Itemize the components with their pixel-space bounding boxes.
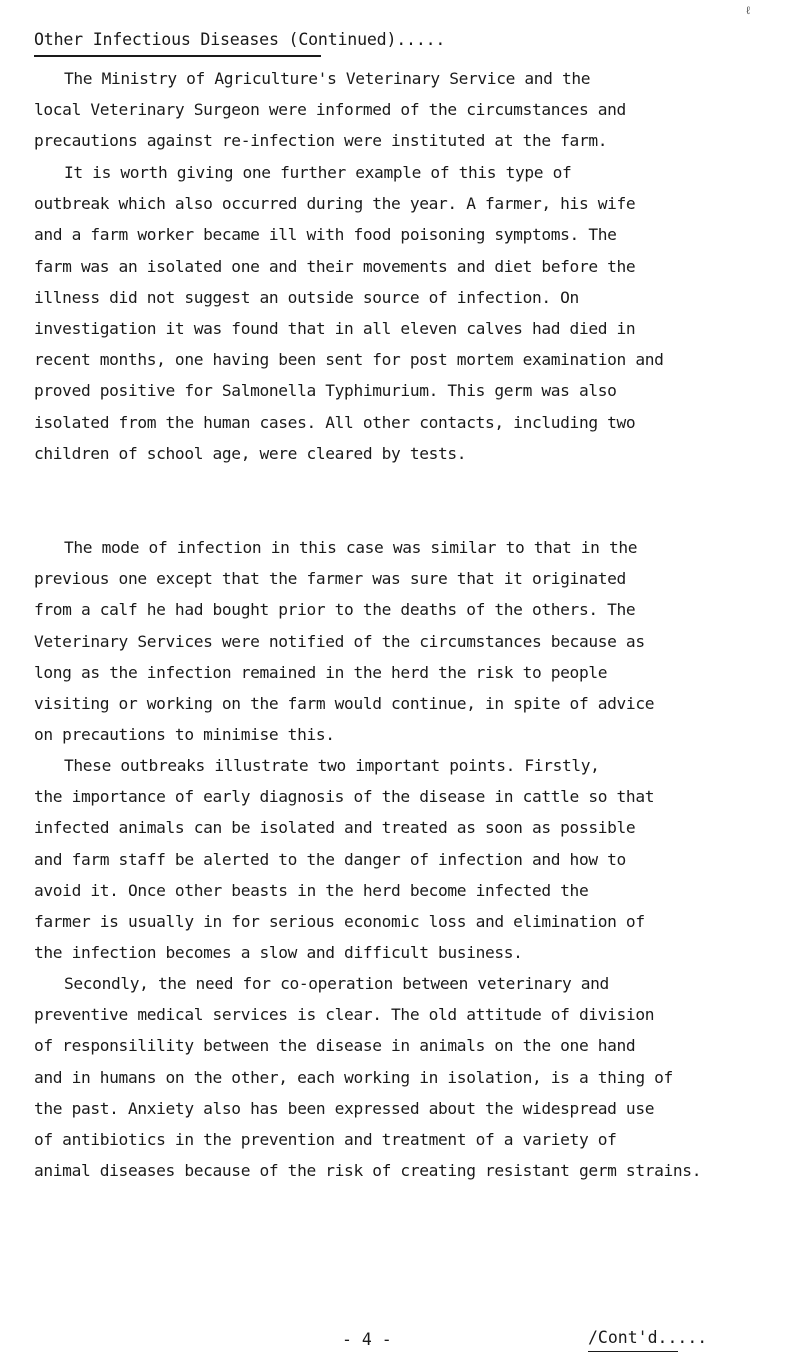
text-line: The Ministry of Agriculture's Veterinary Service and the	[64, 69, 591, 88]
text-line: previous one except that the farmer was sure that it originated	[34, 569, 626, 589]
heading-underline	[34, 55, 321, 57]
text-line: precautions against re-infection were instituted at the farm.	[34, 131, 608, 151]
continued-underline	[588, 1351, 678, 1352]
text-line: preventive medical services is clear. The old attitude of division	[34, 1005, 655, 1025]
text-line: and in humans on the other, each working in isolation, is a thing of	[34, 1067, 673, 1087]
continued-marker: /Cont'd.....	[588, 1328, 708, 1347]
text-line: These outbreaks illustrate two important points. Firstly,	[64, 756, 600, 775]
text-line: outbreak which also occurred during the year. A farmer, his wife	[34, 194, 636, 214]
text-line: farmer is usually in for serious economic loss and elimination of	[34, 911, 645, 931]
text-line: the infection becomes a slow and difficult business.	[34, 943, 523, 963]
text-line: Veterinary Services were notified of the circumstances because as	[34, 631, 645, 651]
text-line: on precautions to minimise this.	[34, 725, 335, 745]
text-line: the past. Anxiety also has been expressed about the widespread use	[34, 1098, 655, 1118]
text-line: proved positive for Salmonella Typhimurium. This germ was also	[34, 381, 617, 401]
text-line: of responsilility between the disease in animals on the one hand	[34, 1036, 636, 1056]
paragraph-2	[34, 157, 794, 469]
text-line: farm was an isolated one and their movements and diet before the	[34, 256, 636, 276]
paragraph-4	[34, 750, 794, 968]
text-line: and a farm worker became ill with food poisoning symptoms. The	[34, 225, 617, 245]
paragraph-1	[34, 63, 794, 157]
text-line: infected animals can be isolated and treated as soon as possible	[34, 818, 636, 838]
text-line: investigation it was found that in all eleven calves had died in	[34, 318, 636, 338]
text-line: from a calf he had bought prior to the deaths of the others. The	[34, 600, 636, 620]
text-line: children of school age, were cleared by tests.	[34, 443, 467, 463]
text-line: visiting or working on the farm would continue, in spite of advice	[34, 693, 655, 713]
section-heading: Other Infectious Diseases (Continued).....	[34, 30, 446, 49]
text-line: of antibiotics in the prevention and treatment of a variety of	[34, 1129, 617, 1149]
text-line: local Veterinary Surgeon were informed of the circumstances and	[34, 100, 626, 120]
corner-mark: ℓ	[745, 4, 752, 17]
text-line: animal diseases because of the risk of creating resistant germ strains.	[34, 1161, 702, 1181]
text-line: isolated from the human cases. All other contacts, including two	[34, 412, 636, 432]
text-line: avoid it. Once other beasts in the herd become infected the	[34, 880, 589, 900]
text-line: illness did not suggest an outside source of infection. On	[34, 287, 579, 307]
paragraph-3	[34, 532, 794, 750]
text-line: and farm staff be alerted to the danger of infection and how to	[34, 849, 626, 869]
text-line: recent months, one having been sent for post mortem examination and	[34, 350, 664, 370]
text-line: long as the infection remained in the herd the risk to people	[34, 662, 608, 682]
paragraph-5	[34, 968, 794, 1186]
page-number: - 4 -	[342, 1330, 392, 1349]
text-line: It is worth giving one further example of this type of	[64, 163, 572, 182]
text-line: the importance of early diagnosis of the disease in cattle so that	[34, 787, 655, 807]
text-line: The mode of infection in this case was similar to that in the	[64, 538, 638, 557]
text-line: Secondly, the need for co-operation between veterinary and	[64, 974, 609, 993]
